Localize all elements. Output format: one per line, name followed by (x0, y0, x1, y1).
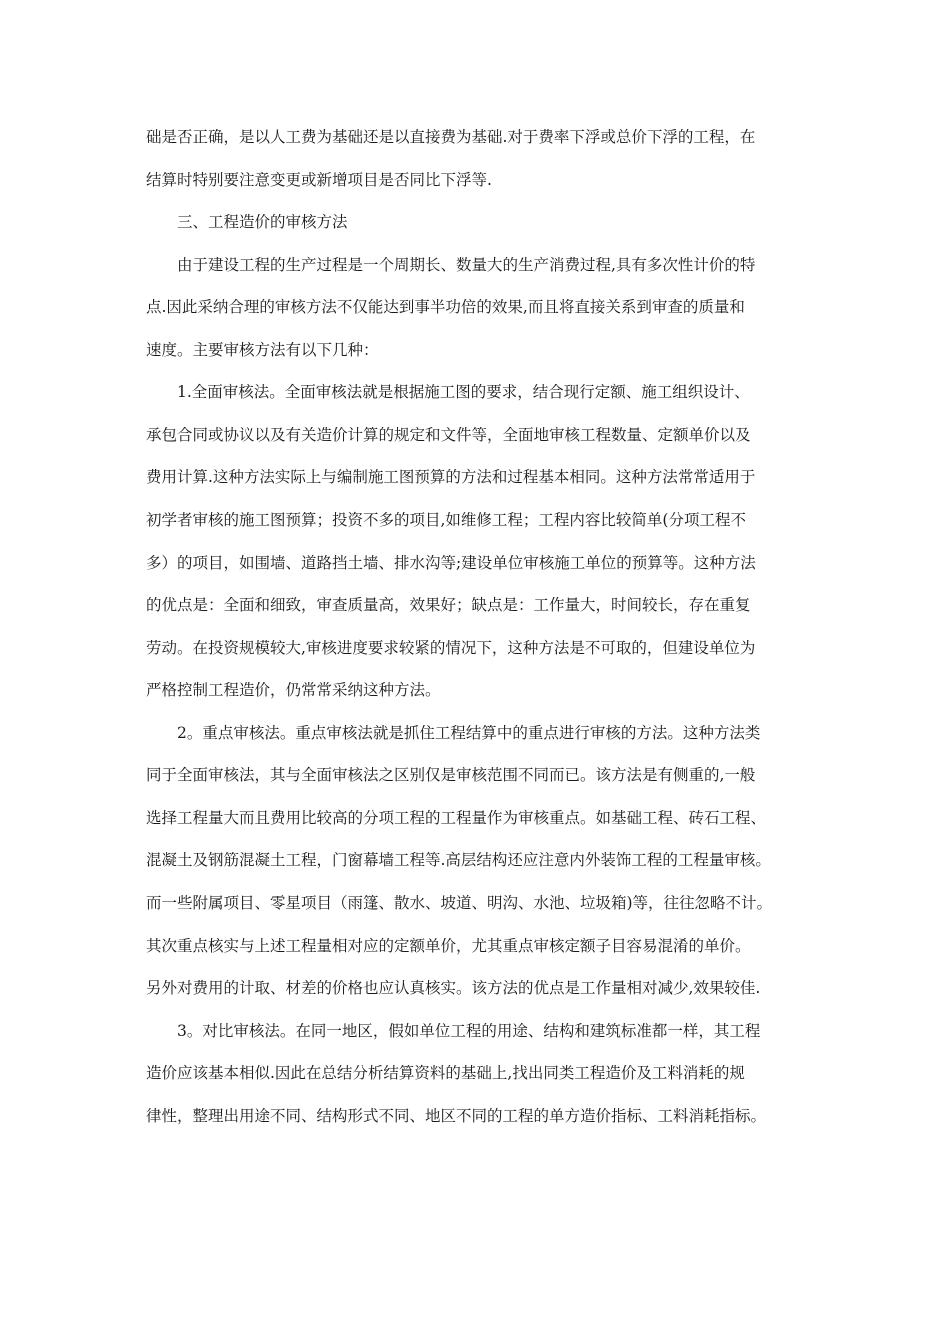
text-line: 速度。主要审核方法有以下几种： (146, 341, 379, 359)
text-line: 另外对费用的计取、材差的价格也应认真核实。该方法的优点是工作量相对减少,效果较佳. (146, 979, 761, 997)
text-line: 而一些附属项目、零星项目（雨篷、散水、坡道、明沟、水池、垃圾箱)等，往往忽略不计。 (146, 894, 773, 912)
text-line: 其次重点核实与上述工程量相对应的定额单价，尤其重点审核定额子目容易混淆的单价。 (146, 937, 751, 955)
text-line: 初学者审核的施工图预算；投资不多的项目,如维修工程；工程内容比较简单(分项工程不 (146, 511, 746, 529)
text-line: 3。对比审核法。在同一地区，假如单位工程的用途、结构和建筑标准都一样，其工程 (177, 1022, 761, 1040)
text-line: 承包合同或协议以及有关造价计算的规定和文件等，全面地审核工程数量、定额单价以及 (146, 426, 751, 444)
text-line: 多）的项目，如围墙、道路挡土墙、排水沟等;建设单位审核施工单位的预算等。这种方法 (146, 554, 756, 572)
text-line: 造价应该基本相似.因此在总结分析结算资料的基础上,找出同类工程造价及工料消耗的规 (146, 1064, 745, 1082)
text-line: 由于建设工程的生产过程是一个周期长、数量大的生产消费过程,具有多次性计价的特 (177, 256, 756, 274)
text-line: 律性，整理出用途不同、结构形式不同、地区不同的工程的单方造价指标、工料消耗指标。 (146, 1107, 767, 1125)
text-line: 点.因此采纳合理的审核方法不仅能达到事半功倍的效果,而且将直接关系到审查的质量和 (146, 298, 745, 316)
text-line: 混凝土及钢筋混凝土工程，门窗幕墙工程等.高层结构还应注意内外装饰工程的工程量审核。 (146, 851, 771, 869)
text-line: 结算时特别要注意变更或新增项目是否同比下浮等. (146, 171, 492, 189)
text-line: 劳动。在投资规模较大,审核进度要求较紧的情况下，这种方法是不可取的，但建设单位为 (146, 639, 756, 657)
text-line: 的优点是：全面和细致，审查质量高，效果好；缺点是：工作量大，时间较长，存在重复 (146, 596, 751, 614)
text-line: 2。重点审核法。重点审核法就是抓住工程结算中的重点进行审核的方法。这种方法类 (177, 724, 761, 742)
text-line: 选择工程量大而且费用比较高的分项工程的工程量作为审核重点。如基础工程、砖石工程、 (146, 809, 767, 827)
text-line: 同于全面审核法，其与全面审核法之区别仅是审核范围不同而已。该方法是有侧重的,一般 (146, 766, 756, 784)
text-line: 严格控制工程造价，仍常常采纳这种方法。 (146, 681, 441, 699)
text-line: 1.全面审核法。全面审核法就是根据施工图的要求，结合现行定额、施工组织设计、 (177, 383, 750, 401)
section-heading: 三、工程造价的审核方法 (177, 213, 348, 231)
text-line: 费用计算.这种方法实际上与编制施工图预算的方法和过程基本相同。这种方法常常适用于 (146, 468, 756, 486)
text-line: 础是否正确，是以人工费为基础还是以直接费为基础.对于费率下浮或总价下浮的工程，在 (146, 128, 756, 146)
